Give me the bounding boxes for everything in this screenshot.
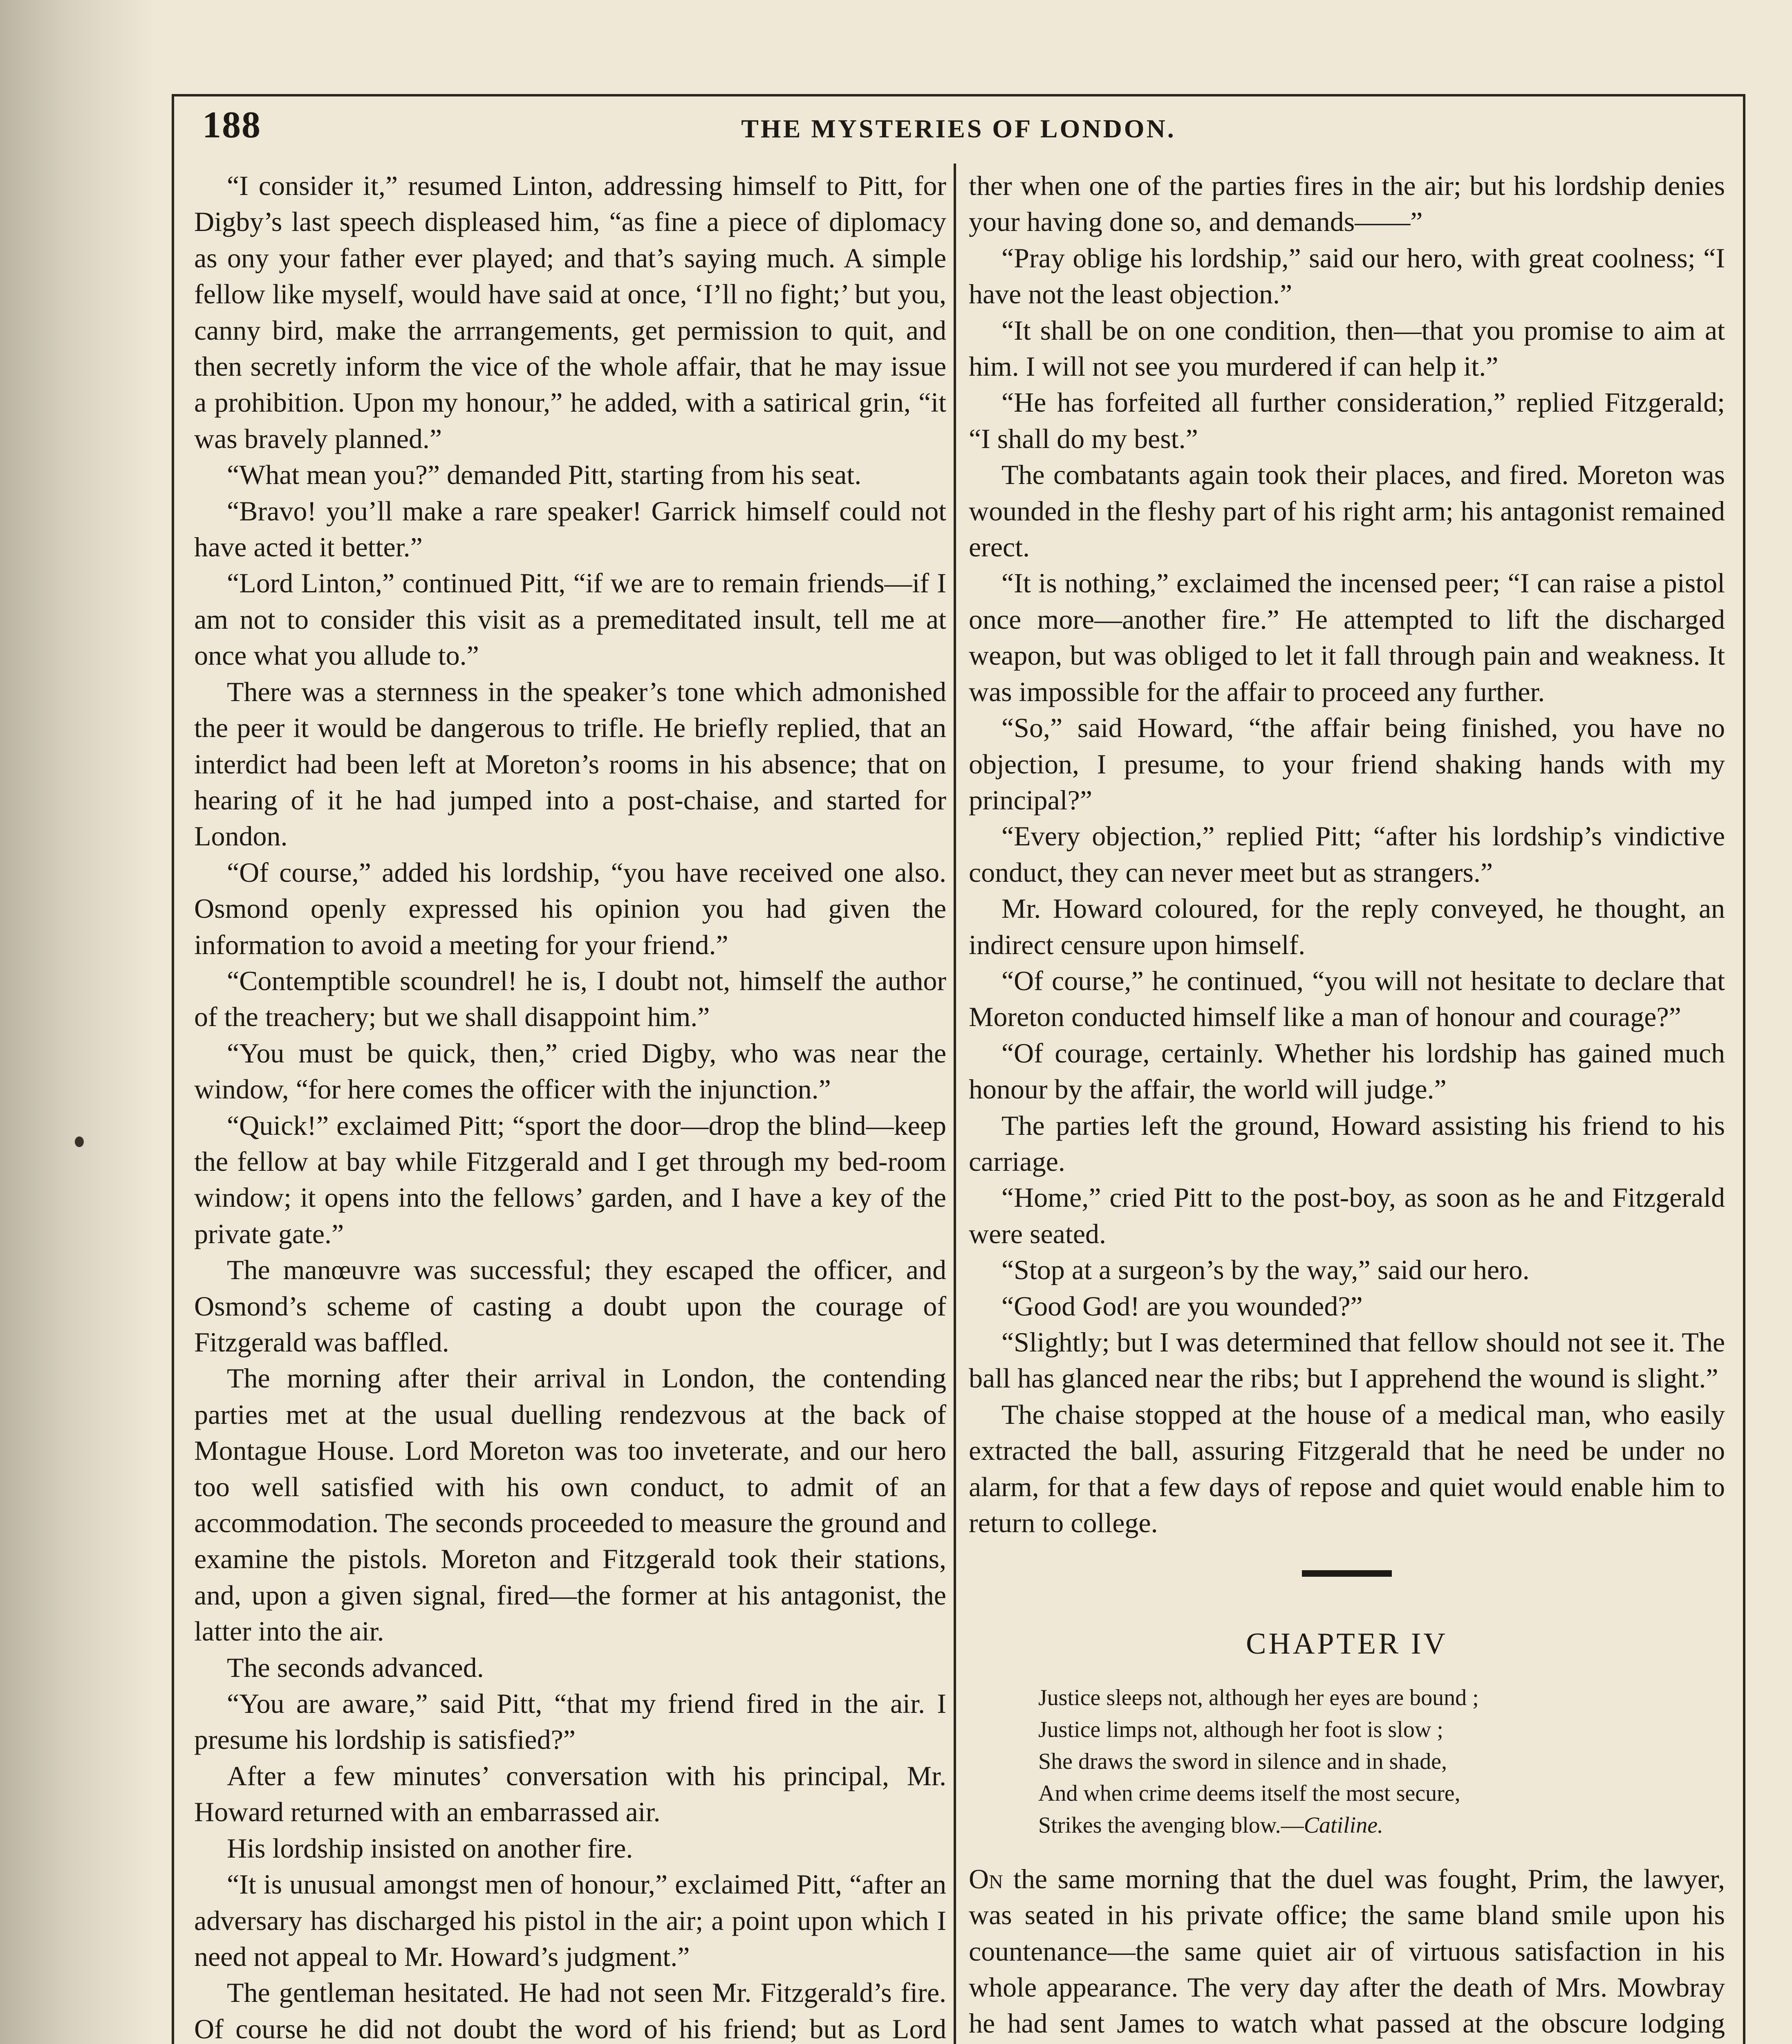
paragraph: “Quick!” exclaimed Pitt; “sport the door—drop the blind—keep the fellow at bay while Fitzgerald and I get through my bed-room window; it opens into the fellows’ garden, and I have a key of the private gate.” <box>194 1109 946 1249</box>
paragraph: “It shall be on one condition, then—that you promise to aim at him. I will not see you murdered if can help it.” <box>969 314 1725 382</box>
epigraph-line: Justice limps not, although her foot is slow ; <box>1038 1717 1443 1742</box>
epigraph-line: Strikes the avenging blow.— <box>1038 1812 1304 1838</box>
paragraph: The morning after their arrival in London, the contending parties met at the usual duelling rendezvous at the back of Montague House. Lord Moreton was too inveterate, and our hero too well satisfied with his own conduct, to admit of an accommodation. The seconds proceeded to measure the ground and examine the pistols. Moreton and Fitzgerald took their stations, and, upon a given signal, fired—the former at his antagonist, the latter into the air. <box>194 1363 946 1647</box>
epigraph-attribution: Catiline. <box>1304 1812 1384 1838</box>
epigraph-last-line <box>1038 1809 1582 1841</box>
paragraph: “Of course,” added his lordship, “you have received one also. Osmond openly expressed his opinion you had given the information to avoid a meeting for your friend.” <box>194 856 946 960</box>
column-divider <box>954 164 956 2044</box>
paragraph: “Bravo! you’ll make a rare speaker! Garrick himself could not have acted it better.” <box>194 495 946 563</box>
paragraph: ther when one of the parties fires in the air; but his lordship denies your having done so, and demands——” <box>969 170 1725 238</box>
paragraph: “You are aware,” said Pitt, “that my friend fired in the air. I presume his lordship is satisfied?” <box>194 1688 946 1755</box>
epigraph-line: She draws the sword in silence and in shade, <box>1038 1748 1447 1774</box>
paragraph: “Home,” cried Pitt to the post-boy, as soon as he and Fitzgerald were seated. <box>969 1182 1725 1249</box>
running-title: THE MYSTERIES OF LONDON. <box>741 114 1176 143</box>
paragraph: “Pray oblige his lordship,” said our hero, with great coolness; “I have not the least objection.” <box>969 242 1725 310</box>
paragraph: Mr. Howard coloured, for the reply conveyed, he thought, an indirect censure upon himself. <box>969 893 1725 960</box>
right-column <box>969 168 1725 2044</box>
paragraph: “Of courage, certainly. Whether his lordship has gained much honour by the affair, the world will judge.” <box>969 1037 1725 1105</box>
paragraph: “I consider it,” resumed Linton, addressing himself to Pitt, for Digby’s last speech displeased him, “as fine a piece of diplomacy as ony your father ever played; and that’s saying much. A simple fellow like myself, would have said at once, ‘I’ll no fight;’ but you, canny bird, make the arrrangements, get permission to quit, and then secretly inform the vice of the whole affair, that he may issue a prohibition. Upon my honour,” he added, with a satirical grin, “it was bravely planned.” <box>194 170 946 454</box>
ink-speck <box>75 1136 84 1147</box>
paragraph: “Good God! are you wounded?” <box>1001 1290 1363 1322</box>
chapter-epigraph <box>1038 1682 1582 1841</box>
paragraph: “It is unusual amongst men of honour,” exclaimed Pitt, “after an adversary has discharged his pistol in the air; a point upon which I need not appeal to Mr. Howard’s judgment.” <box>194 1869 946 1972</box>
paragraph: “Every objection,” replied Pitt; “after his lordship’s vindictive conduct, they can never meet but as strangers.” <box>969 820 1725 888</box>
paragraph: “You must be quick, then,” cried Digby, who was near the window, “for here comes the officer with the injunction.” <box>194 1037 946 1105</box>
paragraph: “What mean you?” demanded Pitt, starting from his seat. <box>227 459 862 491</box>
paragraph: “Lord Linton,” continued Pitt, “if we are to remain friends—if I am not to consider this visit as a premeditated insult, tell me at once what you allude to.” <box>194 567 946 671</box>
paragraph: The parties left the ground, Howard assisting his friend to his carriage. <box>969 1109 1725 1177</box>
paragraph: There was a sternness in the speaker’s tone which admonished the peer it would be dangerous to trifle. He briefly replied, that an interdict had been left at Moreton’s rooms in his absence; that on hearing of it he had jumped into a post-chaise, and started for London. <box>194 676 946 852</box>
left-column <box>194 168 946 2044</box>
paragraph: “Of course,” he continued, “you will not hesitate to declare that Moreton conducted himself like a man of honour and courage?” <box>969 965 1725 1033</box>
paragraph: “Stop at a surgeon’s by the way,” said our hero. <box>1001 1254 1530 1286</box>
paragraph: “He has forfeited all further consideration,” replied Fitzgerald; “I shall do my best.” <box>969 387 1725 454</box>
paragraph: The gentleman hesitated. He had not seen Mr. Fitzgerald’s fire. Of course he did not doubt the word of his friend; but as Lord <box>194 1977 946 2044</box>
paragraph: “Contemptible scoundrel! he is, I doubt not, himself the author of the treachery; but we shall disappoint him.” <box>194 965 946 1033</box>
epigraph-line: And when crime deems itself the most secure, <box>1038 1780 1460 1806</box>
paragraph: “Slightly; but I was determined that fellow should not see it. The ball has glanced near the ribs; but I apprehend the wound is slight.” <box>969 1327 1725 1394</box>
paragraph: “It is nothing,” exclaimed the incensed peer; “I can raise a pistol once more—another fire.” He attempted to lift the discharged weapon, but was obliged to let it fall through pain and weakness. It was impossible for the affair to proceed any further. <box>969 567 1725 707</box>
paragraph: The seconds advanced. <box>227 1652 484 1683</box>
chapter-opening-paragraph <box>969 1861 1725 2044</box>
paragraph: After a few minutes’ conversation with his principal, Mr. Howard returned with an embarrassed air. <box>194 1760 946 1828</box>
chapter-heading: CHAPTER IV <box>1246 1627 1448 1661</box>
page-number: 188 <box>202 104 261 146</box>
paragraph: The combatants again took their places, and fired. Moreton was wounded in the fleshy part of his right arm; his antagonist remained erect. <box>969 459 1725 563</box>
paragraph: The manœuvre was successful; they escaped the officer, and Osmond’s scheme of casting a doubt upon the courage of Fitzgerald was baffled. <box>194 1254 946 1358</box>
chapter-opening-word: On <box>969 1863 1003 1894</box>
scan-edge-shadow <box>0 0 155 2044</box>
chapter-divider-rule <box>1302 1570 1392 1577</box>
paragraph: The chaise stopped at the house of a medical man, who easily extracted the ball, assuring Fitzgerald that he need be under no alarm, for that a few days of repose and quiet would enable him to return to college. <box>969 1399 1725 1539</box>
paragraph: “So,” said Howard, “the affair being finished, you have no objection, I presume, to your friend shaking hands with my principal?” <box>969 712 1725 816</box>
paragraph: His lordship insisted on another fire. <box>227 1832 633 1864</box>
running-head <box>172 97 1745 163</box>
epigraph-line: Justice sleeps not, although her eyes are bound ; <box>1038 1685 1479 1710</box>
chapter-opening-text: the same morning that the duel was fought, Prim, the lawyer, was seated in his private office; the same bland smile upon his countenance—the same quiet air of virtuous satisfaction in his whole appearance. The very day after the death of Mrs. Mowbray he had sent James to watch what passed at the obscure lodging <box>969 1863 1725 2039</box>
